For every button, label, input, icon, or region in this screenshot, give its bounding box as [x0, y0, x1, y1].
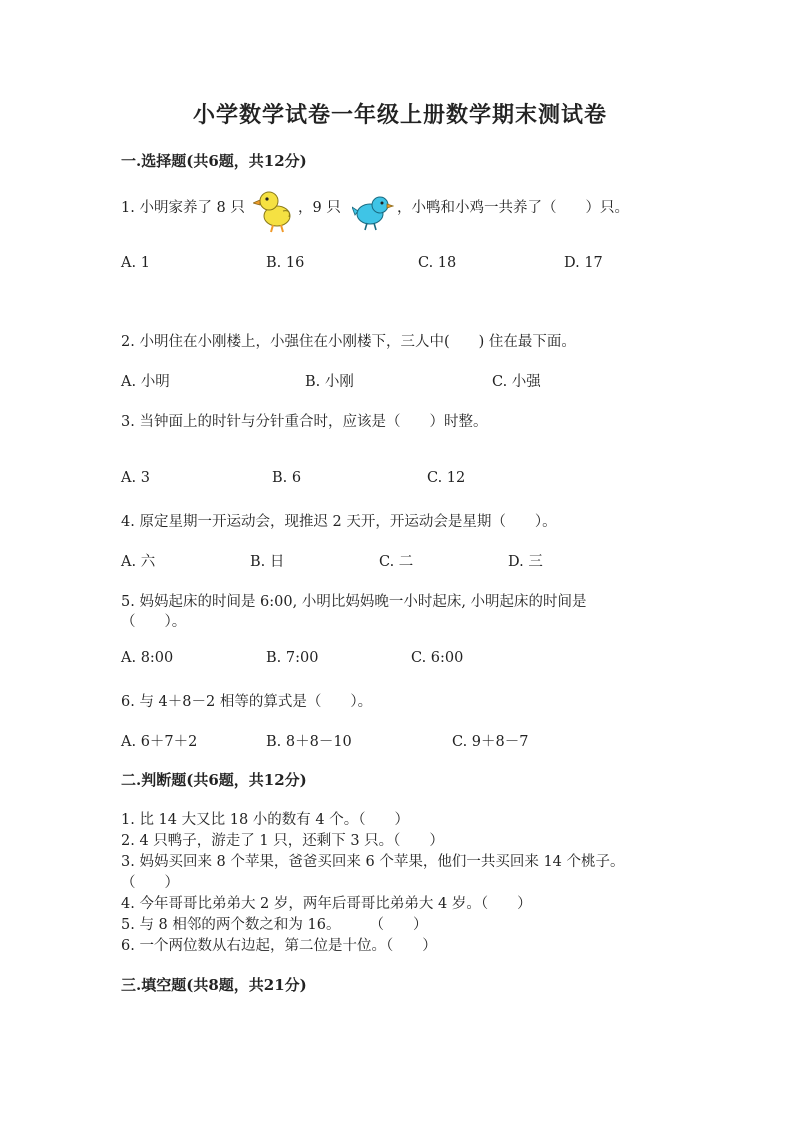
judge-item-1: 1. 比 14 大又比 18 小的数有 4 个。（ ）	[121, 812, 409, 828]
judge-item-3: 3. 妈妈买回来 8 个苹果，爸爸买回来 6 个苹果，他们一共买回来 14 个桃子。	[121, 854, 625, 870]
question-5-option-c[interactable]: C. 6:00	[411, 650, 464, 666]
question-2-option-a[interactable]: A. 小明	[121, 374, 170, 390]
question-6-option-a[interactable]: A. 6＋7＋2	[121, 734, 198, 750]
chick-icon	[352, 193, 394, 231]
question-5-text-line1: 5. 妈妈起床的时间是 6:00, 小明比妈妈晚一小时起床, 小明起床的时间是	[121, 594, 587, 610]
question-4-option-b[interactable]: B. 日	[250, 554, 285, 570]
question-2-text: 2. 小明住在小刚楼上，小强住在小刚楼下，三人中( ) 住在最下面。	[121, 334, 576, 350]
section-heading-judge: 二.判断题(共6题，共12分)	[121, 771, 307, 789]
question-4-text: 4. 原定星期一开运动会，现推迟 2 天开，开运动会是星期（ ）。	[121, 514, 557, 530]
judge-item-5: 5. 与 8 相邻的两个数之和为 16。 （ ）	[121, 917, 428, 933]
question-1-text-part3: ，小鸭和小鸡一共养了（ ）只。	[397, 200, 629, 216]
question-6-option-c[interactable]: C. 9＋8－7	[452, 734, 529, 750]
question-6-option-b[interactable]: B. 8＋8－10	[266, 734, 352, 750]
question-4-option-c[interactable]: C. 二	[379, 554, 414, 570]
question-5-text-line2: （ ）。	[121, 614, 187, 630]
question-1-option-a[interactable]: A. 1	[121, 255, 150, 271]
question-1-option-b[interactable]: B. 16	[266, 255, 305, 271]
question-4-option-d[interactable]: D. 三	[508, 554, 543, 570]
question-1-text-part1: 1. 小明家养了 8 只	[121, 200, 245, 216]
question-5-option-b[interactable]: B. 7:00	[266, 650, 319, 666]
question-1-text-part2: ，9 只	[298, 200, 341, 216]
section-heading-choice: 一.选择题(共6题，共12分)	[121, 152, 307, 170]
judge-item-2: 2. 4 只鸭子，游走了 1 只，还剩下 3 只。（ ）	[121, 833, 444, 849]
question-4-option-a[interactable]: A. 六	[121, 554, 156, 570]
page-title: 小学数学试卷一年级上册数学期末测试卷	[192, 102, 607, 128]
question-3-option-c[interactable]: C. 12	[427, 470, 466, 486]
judge-item-3-bracket: （ ）	[121, 875, 179, 891]
duck-icon	[253, 187, 295, 233]
question-2-option-c[interactable]: C. 小强	[492, 374, 541, 390]
question-6-text: 6. 与 4＋8－2 相等的算式是（ ）。	[121, 694, 373, 710]
judge-item-6: 6. 一个两位数从右边起，第二位是十位。（ ）	[121, 938, 437, 954]
question-3-option-b[interactable]: B. 6	[272, 470, 302, 486]
question-1-option-c[interactable]: C. 18	[418, 255, 457, 271]
question-2-option-b[interactable]: B. 小刚	[305, 374, 354, 390]
question-3-option-a[interactable]: A. 3	[121, 470, 150, 486]
question-3-text: 3. 当钟面上的时针与分针重合时，应该是（ ）时整。	[121, 414, 488, 430]
question-1-option-d[interactable]: D. 17	[564, 255, 603, 271]
question-5-option-a[interactable]: A. 8:00	[121, 650, 174, 666]
judge-item-4: 4. 今年哥哥比弟弟大 2 岁，两年后哥哥比弟弟大 4 岁。（ ）	[121, 896, 532, 912]
section-heading-fill: 三.填空题(共8题，共21分)	[121, 976, 307, 994]
